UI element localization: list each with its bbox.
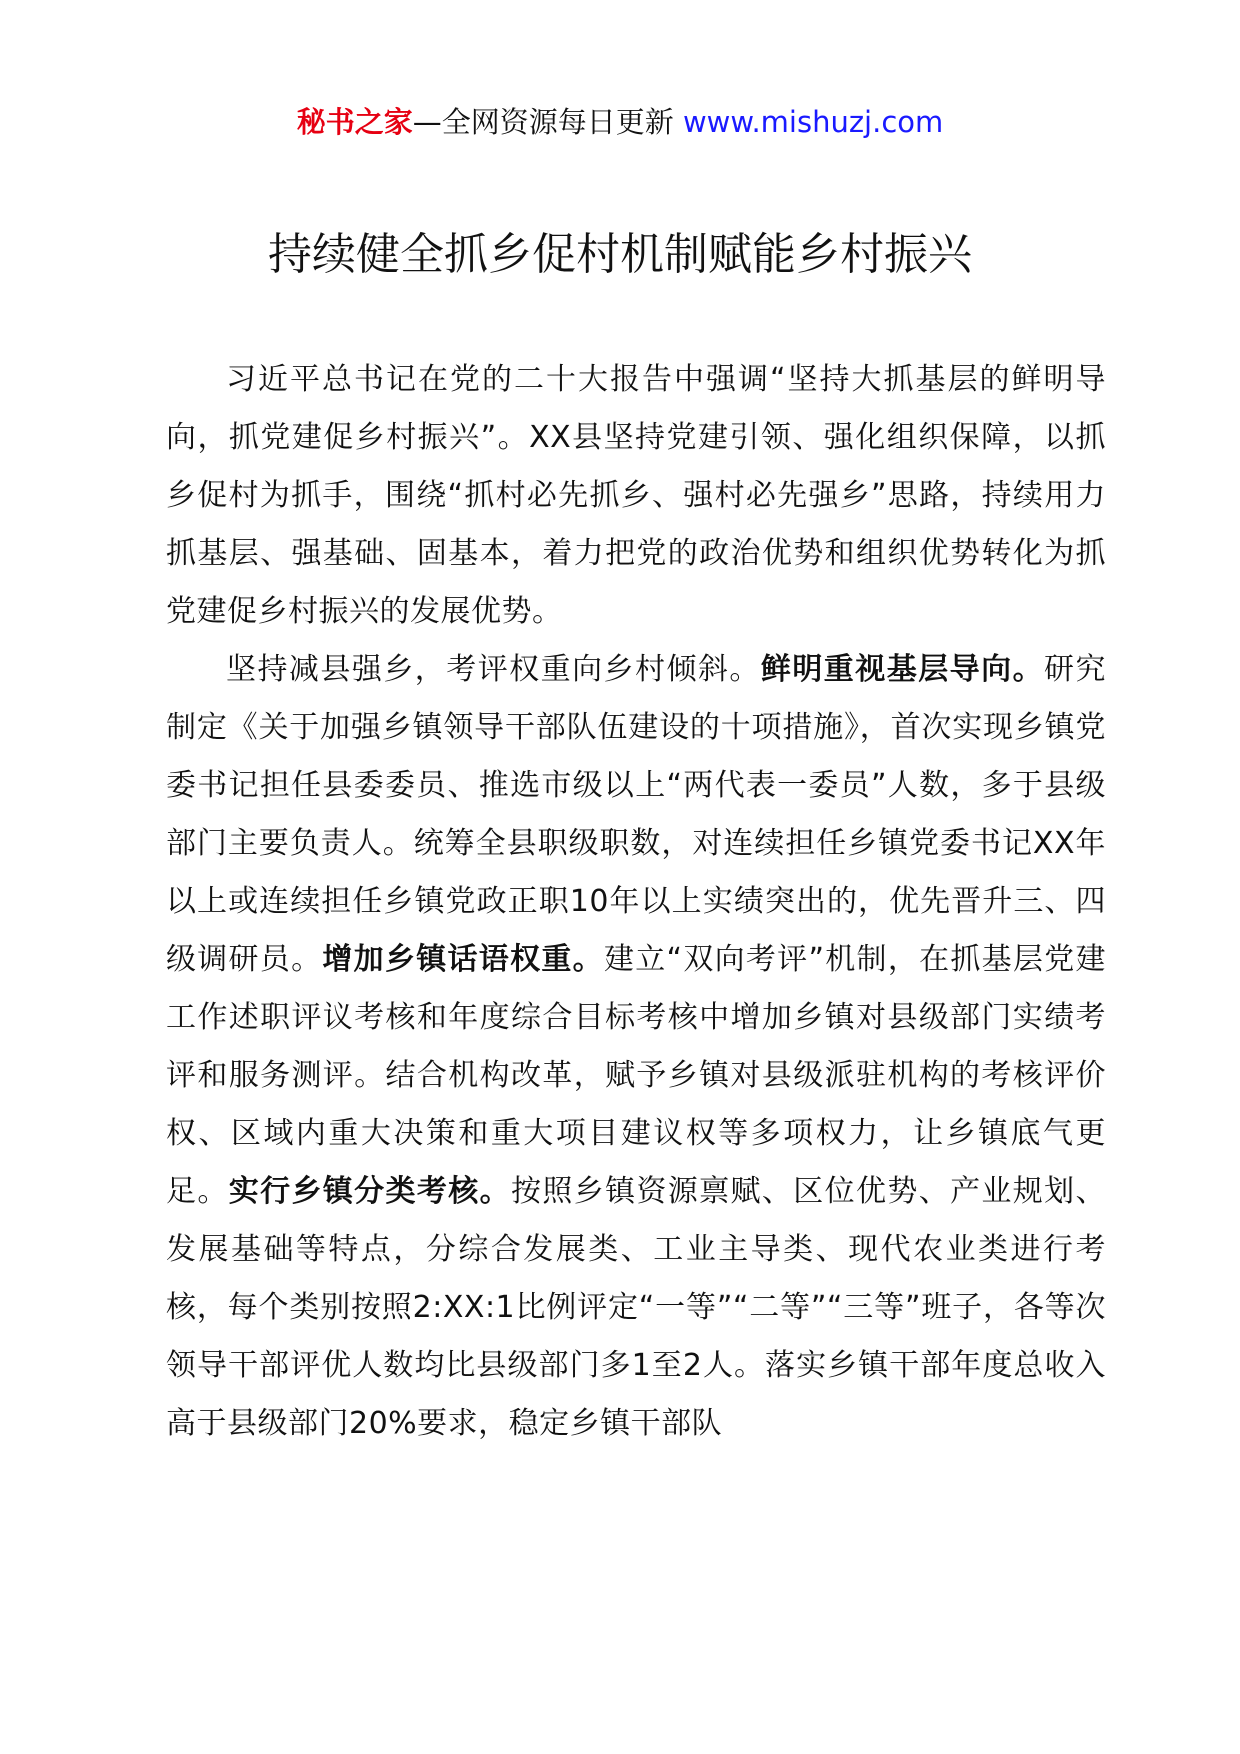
bold-heading-text: 实行乡镇分类考核。 (228, 1174, 511, 1209)
site-url-link[interactable]: www.mishuzj.com (682, 105, 944, 139)
body-paragraph (166, 351, 1106, 641)
site-header (0, 102, 1240, 142)
paragraph-text: 习近平总书记在党的二十大报告中强调“坚持大抓基层的鲜明导向，抓党建促乡村振兴”。XX县坚持党建引领、强化组织保障，以抓乡促村为抓手，围绕“抓村必先抓乡、强村必先强乡”思路，持续用力抓基层、强基础、固基本，着力把党的政治优势和组织优势转化为抓党建促乡村振兴的发展优势。 (166, 362, 1106, 629)
paragraph-text: 坚持减县强乡，考评权重向乡村倾斜。 (226, 652, 761, 687)
paragraph-text: 建立“双向考评”机制，在抓基层党建工作述职评议考核和年度综合目标考核中增加乡镇对县级部门实绩考评和服务测评。结合机构改革，赋予乡镇对县级派驻机构的考核评价权、区域内重大决策和重大项目建议权等多项权力，让乡镇底气更足。 (166, 942, 1107, 1209)
bold-heading-text: 鲜明重视基层导向。 (760, 652, 1045, 687)
document-body (166, 351, 1106, 1453)
paragraph-text: 按照乡镇资源禀赋、区位优势、产业规划、发展基础等特点，分综合发展类、工业主导类、现代农业类进行考核，每个类别按照2:XX:1比例评定“一等”“二等”“三等”班子，各等次领导干部评优人数均比县级部门多1至2人。落实乡镇干部年度总收入高于县级部门20%要求，稳定乡镇干部队 (166, 1174, 1107, 1441)
paragraph-text: 研究制定《关于加强乡镇领导干部队伍建设的十项措施》，首次实现乡镇党委书记担任县委委员、推选市级以上“两代表一委员”人数，多于县级部门主要负责人。统筹全县职级职数，对连续担任乡镇党委书记XX年以上或连续担任乡镇党政正职10年以上实绩突出的，优先晋升三、四级调研员。 (166, 652, 1107, 977)
body-paragraph (166, 641, 1106, 1453)
site-slogan: —全网资源每日更新 (412, 105, 674, 139)
bold-heading-text: 增加乡镇话语权重。 (322, 942, 604, 977)
document-title: 持续健全抓乡促村机制赋能乡村振兴 (268, 229, 972, 280)
site-brand: 秘书之家 (296, 105, 413, 139)
